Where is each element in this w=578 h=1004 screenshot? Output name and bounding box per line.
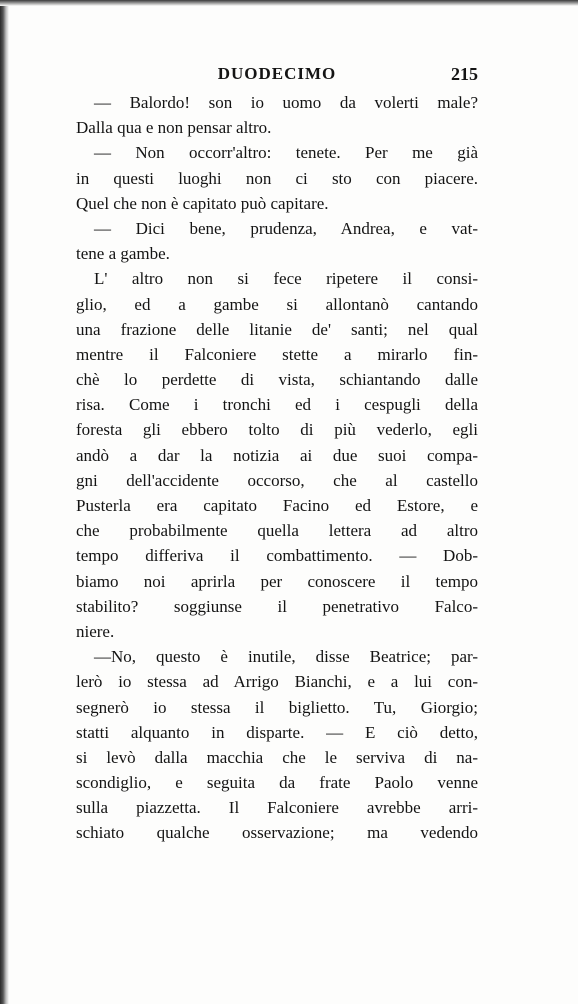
text-line: stabilito? soggiunse il penetrativo Falco-: [76, 596, 478, 616]
text-line: Quel che non è capitato può capitare.: [76, 193, 329, 213]
text-line: in questi luoghi non ci sto con piacere.: [76, 168, 478, 188]
text-line: gni dell'accidente occorso, che al castello: [76, 470, 478, 490]
text-line: Pusterla era capitato Facino ed Estore, e: [76, 496, 478, 515]
text-line: sulla piazzetta. Il Falconiere avrebbe arri-: [76, 798, 478, 818]
text-line: che probabilmente quella lettera ad altro: [76, 521, 478, 541]
text-line: una frazione delle litanie de' santi; nel qual: [76, 319, 478, 339]
text-line: statti alquanto in disparte. — E ciò detto,: [76, 722, 478, 742]
text-line: scondiglio, e seguita da frate Paolo venne: [76, 773, 478, 793]
text-line: tempo differiva il combattimento. — Dob-: [76, 546, 478, 566]
text-line: chè lo perdette di vista, schiantando dalle: [76, 370, 478, 390]
page-number: 215: [451, 64, 478, 84]
text-line: glio, ed a gambe si allontanò cantando: [76, 294, 478, 314]
page-header: [76, 64, 478, 90]
text-line: niere.: [76, 621, 115, 641]
body-text: [76, 90, 478, 846]
text-line: andò a dar la notizia ai due suoi compa-: [76, 445, 478, 465]
text-line: si levò dalla macchia che le serviva di na-: [76, 747, 478, 767]
text-line: biamo noi aprirla per conoscere il tempo: [76, 571, 478, 591]
page-top-edge: [0, 0, 578, 6]
text-line: — Non occorr'altro: tenete. Per me già: [94, 143, 478, 163]
text-line: — Balordo! son io uomo da volerti male?: [94, 93, 478, 112]
text-line: segnerò io stessa il biglietto. Tu, Giorgio;: [76, 697, 478, 717]
text-line: — Dici bene, prudenza, Andrea, e vat-: [94, 218, 478, 238]
text-line: risa. Come i tronchi ed i cespugli della: [76, 395, 478, 415]
page-binding-edge: [0, 0, 9, 1004]
text-line: foresta gli ebbero tolto di più vederlo, egli: [76, 420, 478, 440]
running-title: DUODECIMO: [217, 64, 337, 83]
text-line: mentre il Falconiere stette a mirarlo fin-: [76, 344, 478, 364]
text-line: —No, questo è inutile, disse Beatrice; par-: [94, 647, 478, 667]
text-line: lerò io stessa ad Arrigo Bianchi, e a lui con-: [76, 672, 478, 692]
text-line: L' altro non si fece ripetere il consi-: [94, 269, 478, 289]
text-line: tene a gambe.: [76, 244, 170, 264]
text-line: schiato qualche osservazione; ma vedendo: [76, 823, 478, 843]
text-line: Dalla qua e non pensar altro.: [76, 118, 272, 138]
